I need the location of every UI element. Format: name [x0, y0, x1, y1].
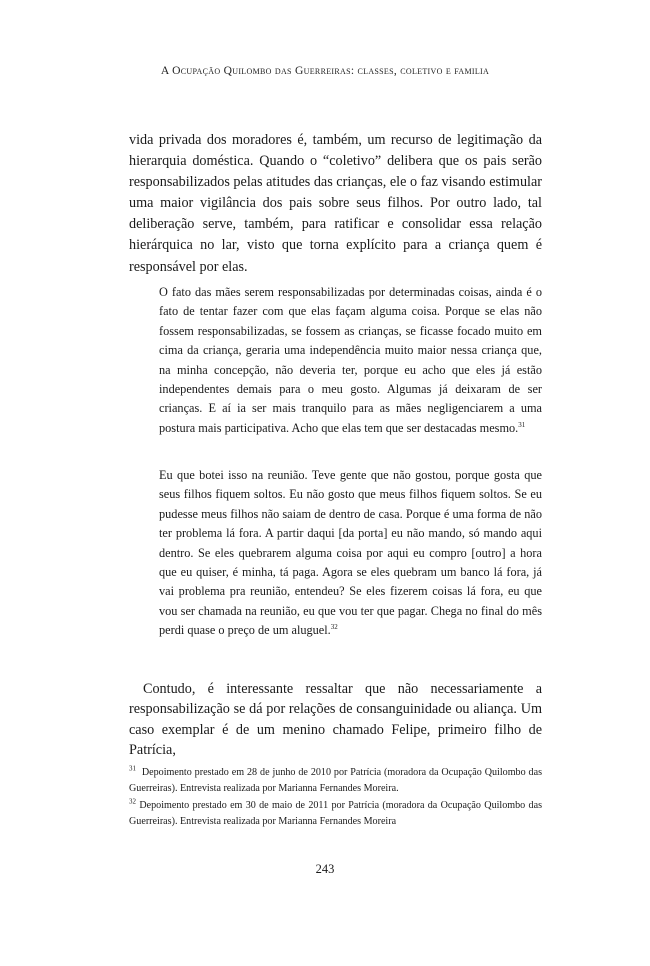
- footnote-text: Depoimento prestado em 28 de junho de 2010 por Patrícia (moradora da Ocupação Quilombo das Guerreiras). Entrevista realizada por Marianna Fernandes Moreira.: [129, 767, 543, 795]
- footnote-32: [129, 798, 542, 831]
- page-number: 243: [315, 862, 335, 876]
- footnote-ref-31[interactable]: 31: [518, 420, 526, 429]
- block-quote-1: [159, 283, 542, 438]
- footnote-number: 31: [129, 764, 136, 773]
- footnotes: [129, 765, 542, 831]
- body-paragraph-1: vida privada dos moradores é, também, um recurso de legitimação da hierarquia doméstica. Quando o “coletivo” delibera que os pais serão responsabilizados pelas atitudes das crianças, ele o faz visando estimular uma maior vigilância dos pais sobre seus filhos. Por outro lado, tal deliberação serve, também, para ratificar e consolidar essa relação hierárquica no lar, visto que torna explícito para a criança quem é responsável por elas.: [129, 132, 542, 275]
- footnote-ref-32[interactable]: 32: [330, 623, 338, 632]
- body-paragraph-2: Contudo, é interessante ressaltar que não necessariamente a responsabilização se dá por relações de consanguinidade ou aliança. Um caso exemplar é de um menino chamado Felipe, primeiro filho de Patrícia,: [129, 681, 542, 759]
- running-head: A Ocupação Quilombo das Guerreiras: classes, coletivo e familia: [160, 64, 490, 77]
- footnote-text: Depoimento prestado em 30 de maio de 2011 por Patrícia (moradora da Ocupação Quilombo das Guerreiras). Entrevista realizada por Marianna Fernandes Moreira: [129, 799, 542, 828]
- block-quote-2-text: Eu que botei isso na reunião. Teve gente que não gostou, porque gosta que seus filhos fiquem soltos. Eu não gosto que meus filhos fiquem soltos. Se eu pudesse meus filhos não saiam de dentro de casa. Porque é uma forma de não ter problema lá fora. A partir daqui [da porta] eu não mando, só mando aqui dentro. Se eles quebrarem alguma coisa por aqui eu compro [outro] a hora que eu quiser, é minha, tá paga. Agora se eles quebram um banco lá fora, já vai problema pra reunião, entendeu? Se eles fizerem coisas lá fora, eu que vou ser chamada na reunião, eu que vou ter que pagar. Chega no final do mês perdi quase o preço de um aluguel.: [159, 468, 542, 638]
- block-quote-1-text: O fato das mães serem responsabilizadas por determinadas coisas, ainda é o fato de tentar fazer com que elas façam alguma coisa. Porque se elas não fossem responsabilizadas, se fossem as crianças, se ficasse focado muito em cima da criança, geraria uma independência muito maior nessa criança que, na minha concepção, não deveria ter, porque eu acho que eles já estão independentes demais para o meu gosto. Algumas já deixaram de ser crianças. E aí ia ser mais tranquilo para as mães negligenciarem a uma postura mais participativa. Acho que elas tem que ser destacadas mesmo.: [159, 285, 542, 435]
- footnote-31: [129, 765, 542, 798]
- footnote-number: 32: [129, 797, 136, 806]
- block-quote-2: [159, 466, 542, 641]
